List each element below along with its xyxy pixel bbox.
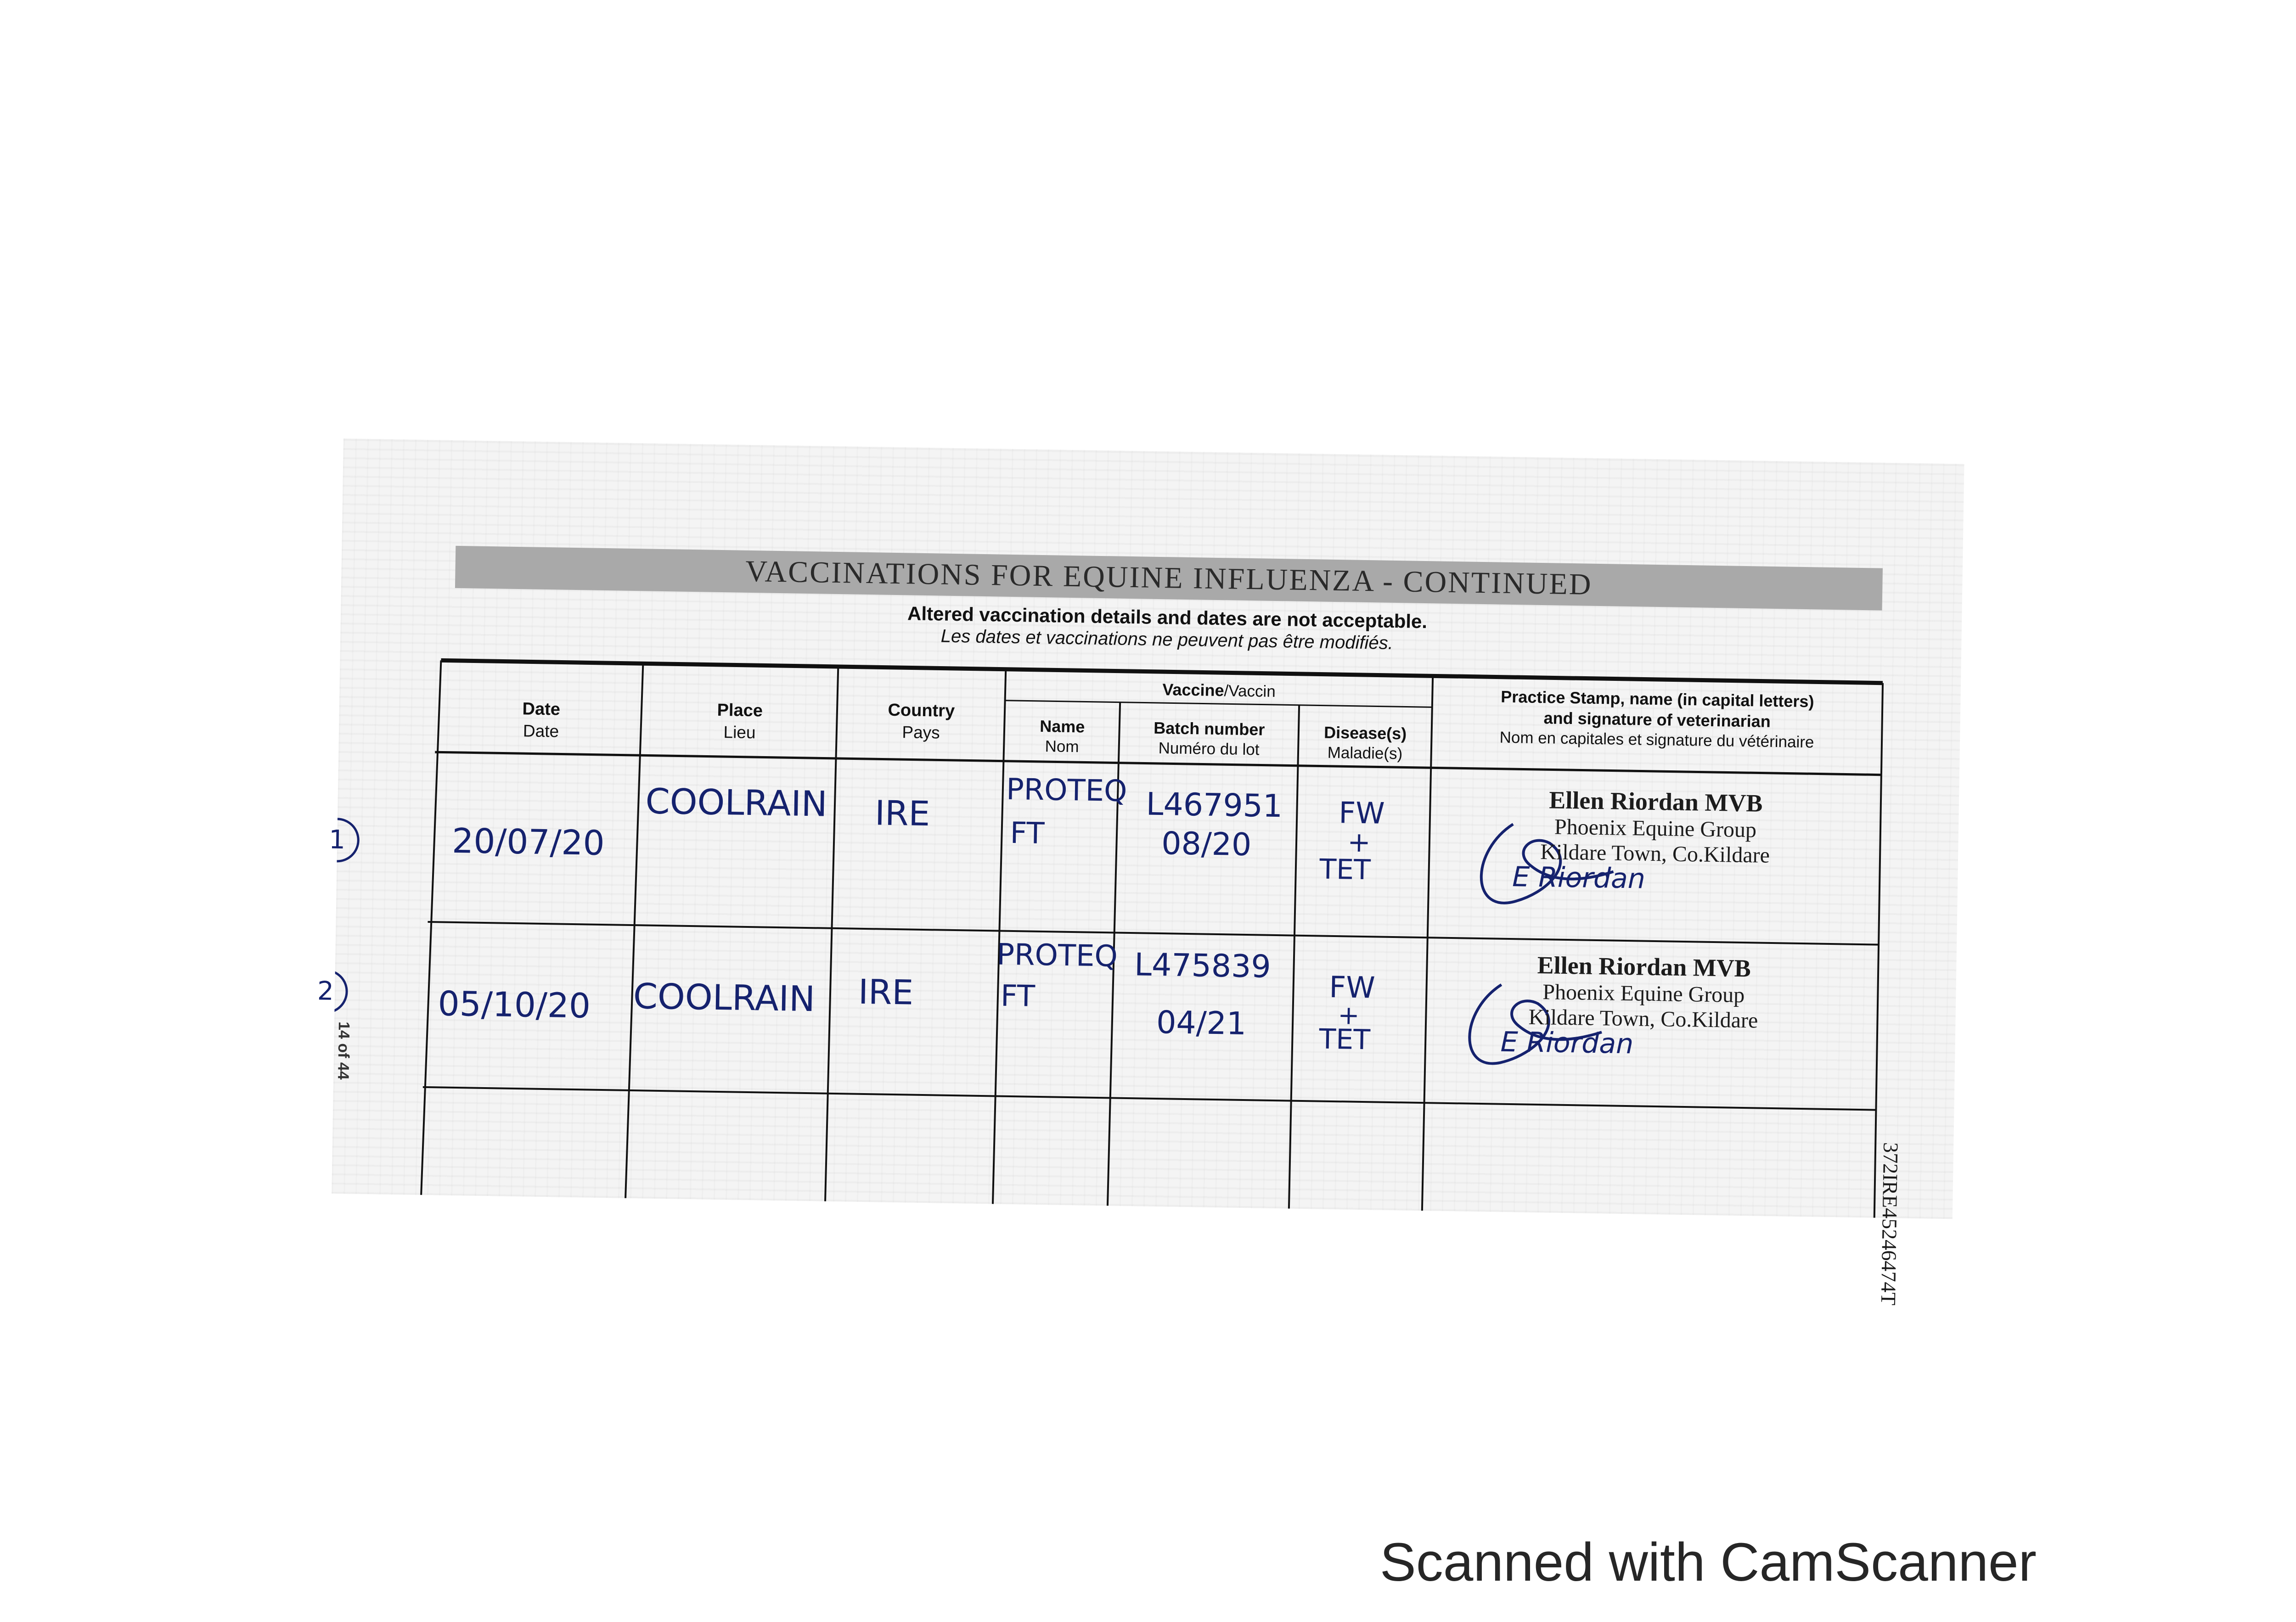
warning-english: Altered vaccination details and dates are not acceptable. [907, 602, 1428, 633]
header-disease-fr: Maladie(s) [1327, 743, 1403, 763]
row-1-date: 20/07/20 [451, 821, 605, 864]
row-2-signature: E Riordan [1500, 1026, 1634, 1061]
row-1-vaccine-name-1: PROTEQ [1006, 772, 1128, 808]
row-1-stamp-vet: Ellen Riordan MVB [1548, 786, 1763, 817]
row-2-stamp-address: Kildare Town, Co.Kildare [1528, 1005, 1758, 1033]
header-vaccine-sep: / [1224, 682, 1229, 700]
row-1-marker: 1 [328, 825, 346, 855]
warning-french: Les dates et vaccinations ne peuvent pas être modifiés. [940, 626, 1394, 653]
header-date [442, 697, 640, 743]
header-name-en: Name [1039, 716, 1085, 736]
row-2-vaccine-name-1: PROTEQ [996, 937, 1118, 974]
header-vaccine-en: Vaccine [1162, 680, 1224, 700]
row-2-disease-1: FW [1328, 970, 1376, 1005]
row-2-marker: 2 [317, 976, 334, 1006]
row-1-signature: E Riordan [1512, 861, 1646, 895]
header-batch-fr: Numéro du lot [1158, 739, 1260, 759]
row-2-vaccine-name-2: FT [1000, 979, 1035, 1014]
header-place-fr: Lieu [723, 722, 756, 742]
row-2-place: COOLRAIN [633, 976, 816, 1020]
row-2-stamp-vet: Ellen Riordan MVB [1537, 951, 1751, 982]
header-name [1007, 715, 1117, 758]
section-title: VACCINATIONS FOR EQUINE INFLUENZA - CONTINUED [455, 546, 1883, 611]
header-batch [1121, 717, 1296, 761]
header-vaccine-fr: Vaccin [1228, 682, 1276, 701]
header-country-fr: Pays [902, 722, 940, 742]
row-2-date: 05/10/20 [438, 984, 591, 1026]
row-1-place: COOLRAIN [645, 780, 828, 825]
header-batch-en: Batch number [1153, 718, 1265, 739]
row-2-stamp-practice: Phoenix Equine Group [1542, 980, 1745, 1008]
passport-serial-number: 372IRE45246474T [1876, 1142, 1903, 1306]
row-1-vaccine-name-2: FT [1010, 816, 1045, 851]
row-1-practice-stamp [1448, 784, 1863, 870]
row-2-batch-2: 04/21 [1156, 1004, 1247, 1043]
scanner-watermark: Scanned with CamScanner [1380, 1532, 2037, 1593]
row-1-disease-1: FW [1338, 796, 1385, 831]
page-number: 14 of 44 [334, 1021, 353, 1080]
row-1-batch-1: L467951 [1146, 786, 1283, 825]
header-place-en: Place [717, 700, 763, 721]
header-country-en: Country [888, 700, 955, 721]
row-1-country: IRE [874, 793, 930, 834]
header-disease-en: Disease(s) [1323, 723, 1407, 743]
row-2-disease-2: TET [1319, 1023, 1371, 1056]
row-2-batch-1: L475839 [1134, 947, 1272, 985]
row-2-disease-plus: + [1338, 1000, 1360, 1031]
header-date-en: Date [522, 699, 561, 719]
header-disease [1300, 722, 1429, 764]
row-1-batch-2: 08/20 [1161, 825, 1252, 864]
header-name-fr: Nom [1045, 737, 1079, 756]
header-country [839, 699, 1003, 744]
row-1-disease-plus: + [1347, 826, 1371, 859]
vaccination-record-page [317, 438, 1964, 1306]
header-stamp-fr: Nom en capitales et signature du vétérinaire [1499, 728, 1814, 752]
row-2-country: IRE [858, 972, 914, 1013]
header-stamp-en-1: Practice Stamp, name (in capital letters) [1501, 687, 1814, 711]
header-stamp-en-2: and signature of veterinarian [1543, 708, 1771, 731]
header-practice-stamp [1434, 685, 1880, 753]
row-2-practice-stamp [1436, 949, 1851, 1035]
row-1-stamp-practice: Phoenix Equine Group [1554, 814, 1757, 842]
header-place [644, 698, 835, 744]
row-1-stamp-address: Kildare Town, Co.Kildare [1540, 840, 1770, 868]
header-date-fr: Date [523, 721, 559, 741]
row-1-disease-2: TET [1319, 853, 1371, 887]
